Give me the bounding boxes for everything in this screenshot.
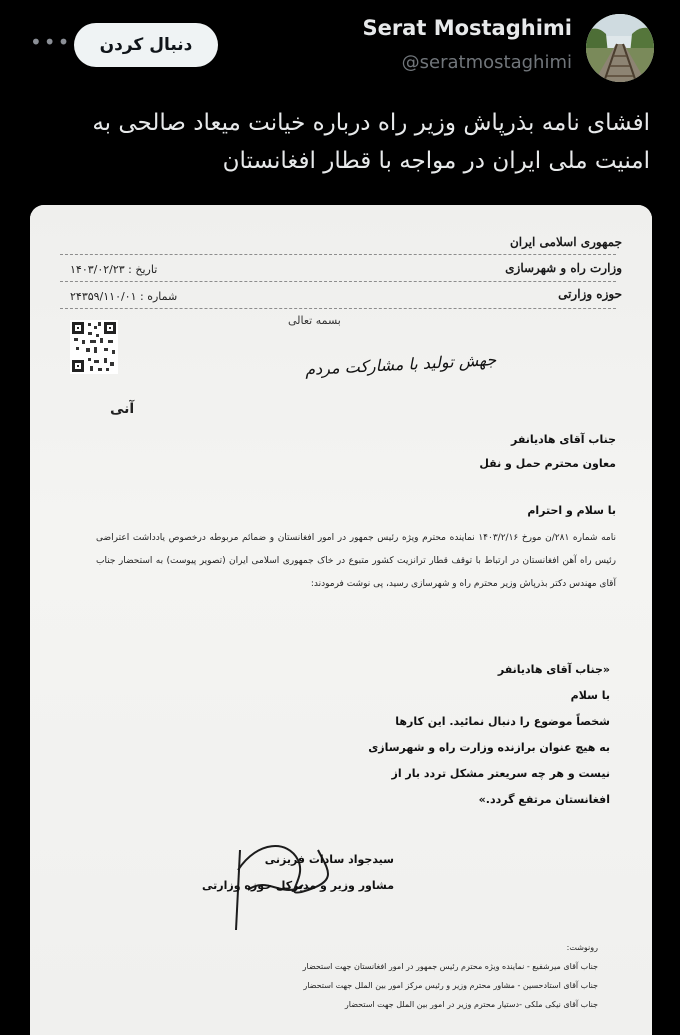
letter-header-country: جمهوری اسلامی ایران	[509, 235, 622, 249]
railway-photo-icon	[586, 14, 654, 82]
cc-list	[278, 938, 598, 1014]
letter-header-office: حوزه وزارتی	[558, 287, 622, 301]
signer-name: سیدجواد سادات فریزنی	[264, 853, 394, 866]
note-line: به هیچ عنوان برازنده وزارت راه و شهرسازی	[368, 741, 610, 754]
divider	[60, 281, 616, 282]
signature-block	[174, 847, 394, 899]
letter-number: شماره : ۲۴۳۵۹/۱۱۰/۰۱	[70, 290, 178, 303]
avatar[interactable]	[586, 14, 654, 82]
addressee-title: معاون محترم حمل و نقل	[479, 457, 616, 470]
qr-code-icon	[70, 320, 118, 374]
display-name[interactable]: Serat Mostaghimi	[362, 16, 572, 40]
addressee-name: جناب آقای هادیانفر	[511, 433, 616, 446]
cc-line: جناب آقای استادحسین - مشاور محترم وزیر و رئیس مرکز امور بین الملل جهت استحضار	[303, 981, 598, 990]
tweet-text	[50, 104, 650, 180]
attached-letter-image[interactable]	[30, 205, 652, 1035]
tweet-text-line: امنیت ملی ایران در مواجه با قطار افغانستان	[222, 148, 650, 174]
note-line: با سلام	[570, 689, 610, 702]
divider	[60, 308, 616, 309]
note-line: «جناب آقای هادیانفر	[497, 663, 610, 676]
note-line: نیست و هر چه سریعتر مشکل تردد بار از	[391, 767, 610, 780]
signer-title: مشاور وزیر و مدیرکل حوزه وزارتی	[202, 879, 394, 892]
letter-header-ministry: وزارت راه و شهرسازی	[505, 261, 622, 275]
tweet-text-line: افشای نامه بذرپاش وزیر راه درباره خیانت میعاد صالحی به	[92, 110, 650, 136]
note-line: شخصاً موضوع را دنبال نمائید. این کارها	[395, 715, 610, 728]
note-line: افغانستان مرتفع گردد.»	[478, 793, 610, 806]
greeting: با سلام و احترام	[527, 504, 616, 517]
cc-title: رونوشت:	[566, 943, 598, 952]
minister-note	[330, 657, 610, 813]
more-options-icon[interactable]: •••	[30, 30, 72, 54]
cc-line: جناب آقای نیکی ملکی -دستیار محترم وزیر در امور بین الملل جهت استحضار	[344, 1000, 598, 1009]
letter-body: نامه شماره ۲۸۱/ن مورخ ۱۴۰۳/۲/۱۶ نماینده محترم ویژه رئیس جمهور در امور افغانستان و ضمائم مربوطه درخصوص یادداشت اعتراضی رئیس راه آهن افغانستان در ارتباط با توقف قطار ترانزیت کشور متبوع در خاک جمهوری اسلامی ایران (تصویر پیوست) به استحضار جناب آقای مهندس دکتر بذرپاش وزیر محترم راه و شهرسازی رسید، پی نوشت فرمودند:	[96, 533, 616, 589]
follow-button[interactable]: دنبال کردن	[74, 23, 218, 67]
urgent-label: آنی	[110, 401, 135, 417]
cc-line: جناب آقای میرشفیع - نماینده ویژه محترم رئیس جمهور در امور افغانستان جهت استحضار	[302, 962, 598, 971]
letter-date: تاریخ : ۱۴۰۳/۰۲/۲۳	[70, 263, 158, 276]
user-handle[interactable]: @seratmostaghimi	[401, 52, 572, 73]
divider	[60, 254, 616, 255]
slogan-text: جهش تولید با مشارکت مردم	[304, 350, 497, 379]
bismillah-heading: بسمه تعالی	[288, 314, 341, 327]
